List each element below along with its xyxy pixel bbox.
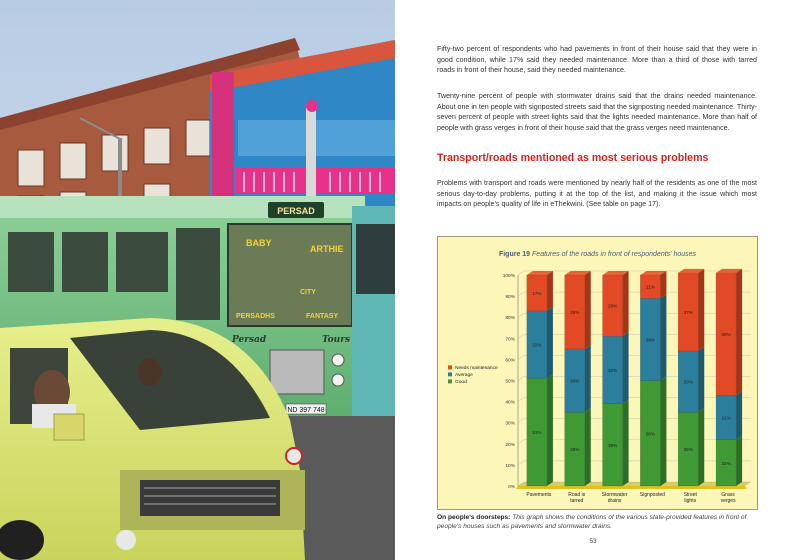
x-category-label: lights	[684, 498, 697, 504]
page-number: 53	[589, 538, 597, 545]
y-tick-label: 20%	[505, 442, 515, 448]
bar-segment-side	[660, 294, 666, 380]
bar-segment-side	[585, 345, 591, 412]
gridline-depth	[518, 271, 524, 275]
stacked-bar-chart	[438, 237, 759, 511]
bar-value-label: 39%	[607, 442, 618, 448]
street-photo	[0, 0, 395, 560]
x-category-label: Signposted	[639, 492, 665, 498]
x-category-label: tarred	[570, 498, 584, 504]
legend-swatch	[448, 365, 452, 369]
bar-value-label: 29%	[683, 379, 693, 385]
gridline-depth	[518, 313, 524, 317]
bar-segment-side	[660, 271, 666, 298]
text-page	[395, 0, 791, 560]
figure-caption-title: Features of the roads in front of respondents' houses	[532, 251, 697, 258]
bar-segment-side	[736, 436, 742, 486]
y-tick-label: 50%	[505, 379, 515, 385]
bar-value-label: 17%	[532, 290, 542, 296]
bus-name-right: ARTHIE	[310, 244, 344, 254]
bar-value-label: 11%	[645, 284, 655, 290]
x-category-label: Road is	[568, 492, 586, 498]
bar-segment-side	[698, 347, 704, 412]
y-tick-label: 90%	[505, 295, 515, 301]
y-tick-label: 60%	[505, 358, 515, 364]
paragraph-pavements: Fifty-two percent of respondents who had pavements in front of their house said that they were in good condition, while 17% said they needed maintenance. More than a third of those with tarred roads in front of their house, said they needed maintenance.	[437, 45, 757, 75]
street-scene-illustration	[0, 0, 395, 560]
legend-label: Good	[455, 380, 467, 385]
bar-value-label: 50%	[645, 431, 656, 437]
bus-body-right: Tours	[322, 335, 351, 345]
legend-label: Average	[455, 373, 473, 378]
bar-segment-side	[660, 377, 666, 487]
bus-city-label: CITY	[300, 289, 316, 296]
bar-segment-side	[585, 408, 591, 486]
x-category-label: Stormwater	[601, 492, 628, 498]
gridline-depth	[518, 377, 524, 381]
bar-value-label: 22%	[721, 460, 731, 466]
bar-value-label: 51%	[532, 430, 542, 436]
gridline-depth	[518, 461, 524, 465]
bar-value-label: 35%	[570, 309, 580, 315]
gridline-depth	[518, 355, 524, 359]
bar-segment-side	[736, 269, 742, 395]
bar-value-label: 32%	[532, 342, 542, 348]
y-tick-label: 70%	[505, 337, 515, 343]
bar-value-label: 35%	[570, 447, 580, 453]
section-heading: Transport/roads mentioned as most serious problems	[437, 152, 709, 164]
chart-base	[516, 486, 747, 489]
bar-segment-side	[623, 332, 629, 404]
bar-segment-side	[623, 400, 629, 486]
bar-segment-side	[698, 269, 704, 351]
gridline-depth	[518, 398, 524, 402]
bus-body-left: Persad	[232, 335, 267, 345]
y-tick-label: 80%	[505, 316, 515, 322]
bar-value-label: 32%	[607, 367, 618, 373]
bar-segment-side	[698, 408, 704, 486]
figure-caption	[437, 513, 758, 531]
y-tick-label: 100%	[502, 274, 515, 279]
bar-segment-side	[736, 391, 742, 439]
x-category-label: Grass	[721, 492, 735, 498]
bar-segment-side	[623, 271, 629, 336]
bar-segment-side	[585, 271, 591, 349]
teal-bus	[352, 206, 395, 416]
gridline-depth	[518, 440, 524, 444]
x-category-label: Street	[683, 492, 697, 498]
y-tick-label: 0%	[508, 485, 515, 490]
figure-number: Figure 19	[498, 251, 531, 258]
bar-value-label: 29%	[607, 303, 618, 309]
gridline-depth	[518, 292, 524, 296]
y-tick-label: 40%	[505, 400, 515, 406]
bus-lower-right: FANTASY	[306, 313, 339, 320]
x-category-label: drains	[607, 498, 622, 504]
gridline-depth	[518, 419, 524, 423]
bar-value-label: 30%	[570, 378, 580, 384]
caption-lead: On people's doorsteps:	[437, 514, 511, 521]
x-category-label: Pavements	[526, 492, 552, 498]
y-tick-label: 10%	[505, 463, 515, 469]
legend-label: Needs maintenance	[455, 366, 498, 371]
bar-value-label: 37%	[683, 309, 693, 315]
bar-value-label: 39%	[645, 337, 656, 343]
bar-value-label: 21%	[721, 415, 731, 421]
bar-value-label: 58%	[721, 332, 731, 338]
legend-swatch	[448, 379, 452, 383]
caption-text: This graph shows the conditions of the various state-provided features in front of people's houses such as pavements and stormwater drains.	[437, 514, 747, 530]
bar-segment-side	[547, 374, 553, 486]
bus-name-left: BABY	[246, 238, 272, 248]
x-category-label: verges	[720, 498, 736, 504]
legend-swatch	[448, 372, 452, 376]
gridline-depth	[518, 334, 524, 338]
bar-segment-side	[547, 271, 553, 311]
bus-route-sign: PERSAD	[277, 206, 315, 216]
bar-value-label: 35%	[683, 447, 693, 453]
paragraph-stormwater: Twenty-nine percent of people with stormwater drains said that the drains needed maintenance. About one in ten people with signposted streets said that the signposting needed maintenance. Thirty-seven percent of people with street lights said that the lights needed maintenance. More than half of people with grass verges in front of their house said that the grass verges need maintenance.	[437, 92, 757, 132]
bus-lower-left: PERSADHS	[236, 313, 275, 320]
y-tick-label: 30%	[505, 421, 515, 427]
bar-segment-side	[547, 307, 553, 379]
paragraph-transport: Problems with transport and roads were mentioned by nearly half of the residents as one of the most serious day-to-day problems, putting it at the top of the list, and making it the issue which most impacts on people's quality of life in eThekwini. (See table on page 17).	[437, 179, 757, 209]
figure-19-box	[437, 236, 758, 510]
bus-number-plate: ND 397 748	[287, 407, 325, 414]
